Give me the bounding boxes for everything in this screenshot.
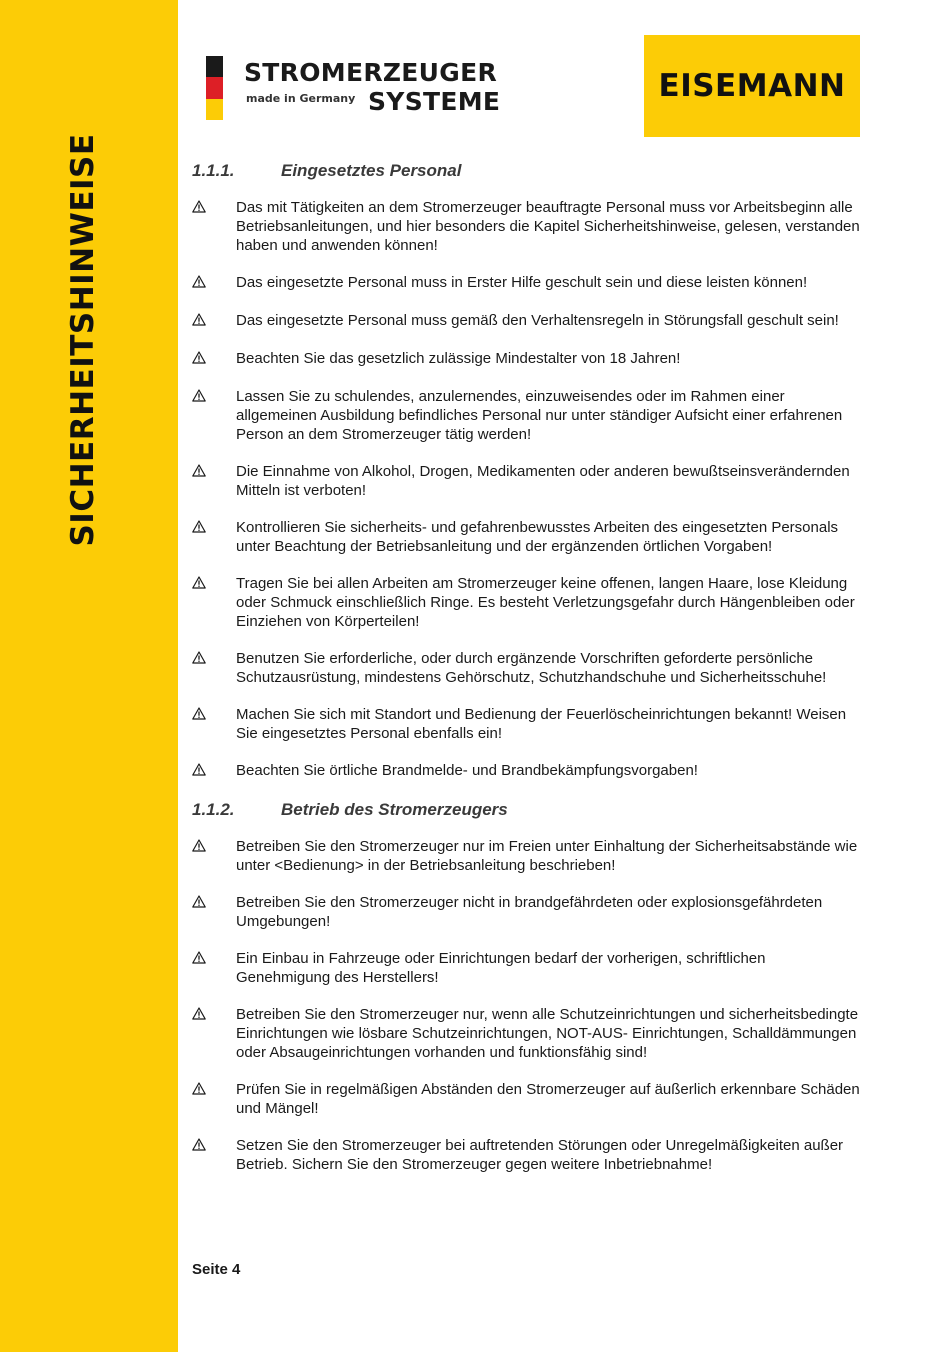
logo-line1: STROMERZEUGER [244, 58, 498, 87]
list-item [192, 273, 862, 293]
list-item [192, 462, 862, 500]
list-item [192, 649, 862, 687]
list-item-text: Die Einnahme von Alkohol, Drogen, Medikamenten oder anderen bewußtseinsverändernden Mitteln ist verboten! [236, 463, 850, 499]
list-item [192, 518, 862, 556]
warning-triangle-icon [192, 893, 236, 931]
warning-triangle-icon [192, 387, 236, 444]
list-item-text: Ein Einbau in Fahrzeuge oder Einrichtungen bedarf der vorherigen, schriftlichen Genehmigung des Herstellers! [236, 950, 766, 986]
list-item-text: Betreiben Sie den Stromerzeuger nur, wenn alle Schutzeinrichtungen und sicherheitsbedingte Einrichtungen wie lösbare Schutzeinrichtungen, NOT-AUS- Einrichtungen, Schalldämmungen oder Absaugeinrichtungen vorhanden und funktionsfähig sind! [236, 1006, 859, 1061]
list-item [192, 949, 862, 987]
list-item-text: Betreiben Sie den Stromerzeuger nur im Freien unter Einhaltung der Sicherheitsabstände wie unter <Bedienung> in der Betriebsanleitung beschrieben! [236, 838, 858, 874]
list-item-text: Beachten Sie das gesetzlich zulässige Mindestalter von 18 Jahren! [236, 350, 681, 367]
warning-triangle-icon [192, 462, 236, 500]
warning-triangle-icon [192, 705, 236, 743]
list-item [192, 311, 862, 331]
list-item-text: Das mit Tätigkeiten an dem Stromerzeuger beauftragte Personal muss vor Arbeitsbeginn alle Betriebsanleitungen, und hier besonders die Kapitel Sicherheitshinweise, gelesen, verstanden haben und anwenden können! [236, 199, 860, 254]
sidebar-band [0, 0, 178, 1352]
list-item [192, 837, 862, 875]
list-item [192, 574, 862, 631]
list-item [192, 705, 862, 743]
logo-line2: SYSTEME [368, 87, 501, 116]
sidebar-title: SICHERHEITSHINWEISE [65, 133, 101, 547]
warning-triangle-icon [192, 1005, 236, 1062]
warning-triangle-icon [192, 949, 236, 987]
list-item-text: Beachten Sie örtliche Brandmelde- und Brandbekämpfungsvorgaben! [236, 762, 698, 779]
section-number: 1.1.2. [192, 800, 235, 819]
warning-triangle-icon [192, 649, 236, 687]
warning-triangle-icon [192, 198, 236, 255]
list-item-text: Prüfen Sie in regelmäßigen Abständen den Stromerzeuger auf äußerlich erkennbare Schäden und Mängel! [236, 1081, 860, 1117]
list-item-text: Das eingesetzte Personal muss in Erster Hilfe geschult sein und diese leisten können! [236, 274, 808, 291]
list-item [192, 1080, 862, 1118]
warning-triangle-icon [192, 761, 236, 781]
main-content [192, 160, 862, 1192]
list-item-text: Lassen Sie zu schulendes, anzulernendes, einzuweisendes oder im Rahmen einer allgemeinen Ausbildung befindliches Personal nur unter ständiger Aufsicht einer erfahrenen Person an dem Stromerzeuger tätig werden! [236, 388, 843, 443]
warning-triangle-icon [192, 1136, 236, 1174]
section-heading [192, 160, 862, 182]
list-item [192, 1136, 862, 1174]
german-flag-icon [206, 56, 223, 120]
warning-triangle-icon [192, 574, 236, 631]
list-item [192, 349, 862, 369]
list-item-text: Das eingesetzte Personal muss gemäß den Verhaltensregeln in Störungsfall geschult sein! [236, 312, 839, 329]
section-title: Betrieb des Stromerzeugers [281, 800, 508, 819]
list-item [192, 1005, 862, 1062]
list-item-text: Setzen Sie den Stromerzeuger bei auftretenden Störungen oder Unregelmäßigkeiten außer Betrieb. Sichern Sie den Stromerzeuger gegen weitere Inbetriebnahme! [236, 1137, 844, 1173]
list-item-text: Tragen Sie bei allen Arbeiten am Stromerzeuger keine offenen, langen Haare, lose Kleidung oder Schmuck einschließlich Ringe. Es besteht Verletzungsgefahr durch Hängenbleiben oder Einziehen von Körperteilen! [236, 575, 855, 630]
list-item-text: Benutzen Sie erforderliche, oder durch ergänzende Vorschriften geforderte persönliche Schutzausrüstung, mindestens Gehörschutz, Schutzhandschuhe und Sicherheitsschuhe! [236, 650, 827, 686]
warning-triangle-icon [192, 518, 236, 556]
list-item [192, 198, 862, 255]
list-item-text: Kontrollieren Sie sicherheits- und gefahrenbewusstes Arbeiten des eingesetzten Personals unter Beachtung der Betriebsanleitung und der ergänzenden örtlichen Vorgaben! [236, 519, 839, 555]
section-title: Eingesetztes Personal [281, 161, 462, 180]
warning-triangle-icon [192, 311, 236, 331]
warning-triangle-icon [192, 273, 236, 293]
list-item-text: Machen Sie sich mit Standort und Bedienung der Feuerlöscheinrichtungen bekannt! Weisen Sie eingesetztes Personal ebenfalls ein! [236, 706, 847, 742]
list-item [192, 387, 862, 444]
section-number: 1.1.1. [192, 161, 235, 180]
section-heading [192, 799, 862, 821]
stromerzeuger-logo [206, 56, 506, 122]
brand-logo [644, 35, 860, 137]
warning-triangle-icon [192, 1080, 236, 1118]
warning-triangle-icon [192, 349, 236, 369]
list-item [192, 761, 862, 781]
page-number: Seite 4 [192, 1261, 241, 1278]
list-item [192, 893, 862, 931]
brand-name: EISEMANN [658, 68, 846, 104]
logo-made-in: made in Germany [246, 92, 356, 105]
warning-triangle-icon [192, 837, 236, 875]
list-item-text: Betreiben Sie den Stromerzeuger nicht in brandgefährdeten oder explosionsgefährdeten Umgebungen! [236, 894, 823, 930]
